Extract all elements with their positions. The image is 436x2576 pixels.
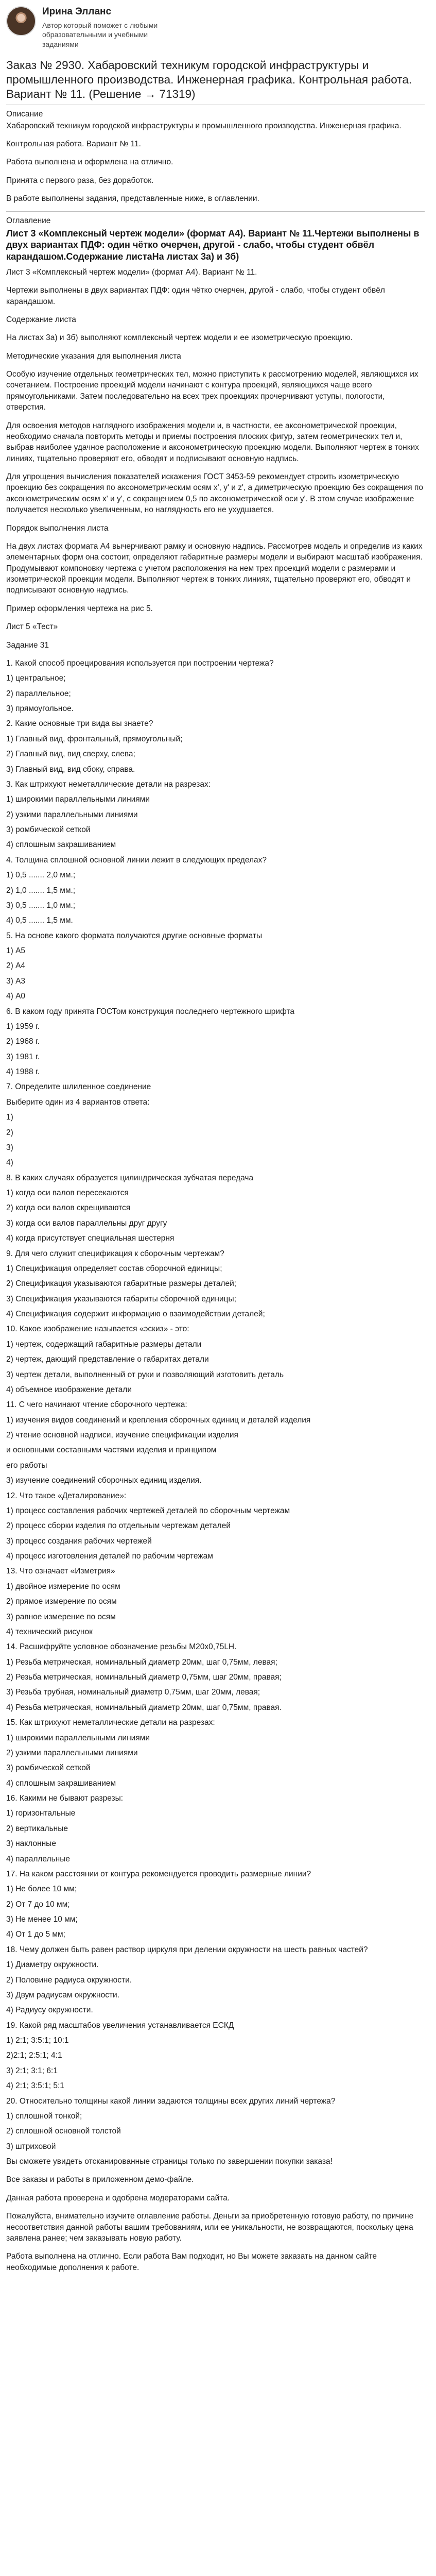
toc-intro: Лист 3 «Комплексный чертеж модели» (формат А4). Вариант № 11. [6,267,257,277]
question-line: 14. Расшифруйте условное обозначение резьбы М20х0,75LH. [6,1642,237,1652]
order-text: На двух листах формата А4 вычерчивают рамку и основную надпись. Рассмотрев модель и определив из каких элементарных форм она состоит, определяют габаритные размеры модели и выбирают масштаб изображения. Продумывают компоновку чертежа с учетом расположения на нем трех проекций модели с размерами и изометрической проекции модели. Выполняют чертеж в тонких линиях, тщательно проверяют его, обводят и подписывают основную надпись. [6,541,423,595]
question-line: 3) равное измерение по осям [6,1612,116,1621]
question-line: 2) прямое измерение по осям [6,1597,117,1606]
question-line: 2) вертикальные [6,1824,68,1833]
question-line: 2) Главный вид, вид сверху, слева; [6,750,135,759]
question-line: его работы [6,1461,47,1470]
question-line: 4) А0 [6,992,26,1001]
author-name[interactable]: Ирина Элланс [42,6,112,17]
question-line: 4) Резьба метрическая, номинальный диаметр 20мм, шаг 0,75мм, правая. [6,1703,282,1712]
question-line: 1) Не более 10 мм; [6,1885,77,1894]
question-line: 1) широкими параллельными линиями [6,1733,150,1742]
question-line: 4) [6,1158,13,1167]
question-line: 2) сплошной основной толстой [6,2127,121,2136]
author-info [42,5,161,49]
question-line: 4) 2:1; 3:5:1; 5:1 [6,2081,64,2091]
question-line: 3) 1981 г. [6,1052,40,1061]
question-line: 7. Определите шлиленное соединение [6,1082,151,1092]
question-line: 1. Какой способ проецирования используется при построении чертежа? [6,658,274,668]
question-line: 4) сплошным закрашиванием [6,840,116,850]
question-line: 18. Чему должен быть равен раствор циркуля при делении окружности на шесть равных частей? [6,1945,368,1954]
question-line: 9. Для чего служит спецификация к сборочным чертежам? [6,1249,224,1258]
divider [6,211,425,212]
question-line: 4. Толщина сплошной основной линии лежит в следующих пределах? [6,855,267,865]
question-line: 3) Не менее 10 мм; [6,1915,78,1924]
question-line: 1) Диаметру окружности. [6,1960,99,1970]
question-line: 16. Какими не бывают разрезы: [6,1794,124,1803]
closing-note: Работа выполнена на отлично. Если работа Вам подходит, но Вы можете заказать на данном сайте необходимые дополнения к работе. [6,2252,377,2272]
question-line: 2) А4 [6,961,26,971]
question-line: 2)2:1; 2:5:1; 4:1 [6,2051,62,2060]
question-line: 3) Главный вид, вид сбоку, справа. [6,765,135,774]
order-heading: Порядок выполнения листа [6,523,109,533]
question-line: и основными составными частями изделия и принципом [6,1446,217,1455]
question-line: 6. В каком году принята ГОСТом конструкция последнего чертежного шрифта [6,1007,294,1016]
question-line: 3) ромбической сеткой [6,825,91,835]
question-line: 3) 2:1; 3:1; 6:1 [6,2066,58,2075]
question-line: 1) 1959 г. [6,1022,40,1031]
question-line: 1) 2:1; 3:5:1; 10:1 [6,2036,69,2045]
question-line: 4) когда присутствует специальная шестерня [6,1234,175,1243]
question-line: 2) узкими параллельными линиями [6,1748,138,1757]
method-heading: Методические указания для выполнения листа [6,351,181,361]
question-line: 2. Какие основные три вида вы знаете? [6,719,153,728]
question-line: 1) процесс составления рабочих чертежей деталей по сборочным чертежам [6,1506,290,1515]
task-31-heading: Задание 31 [6,640,49,650]
question-line: Выберите один из 4 вариантов ответа: [6,1097,150,1107]
question-line: 4) технический рисунок [6,1627,93,1636]
question-line: 4) сплошным закрашиванием [6,1778,116,1788]
question-line: 1) чертеж, содержащий габаритные размеры детали [6,1340,202,1349]
question-line: 4) Спецификация содержит информацию о взаимодействии деталей; [6,1310,265,1319]
question-line: 17. На каком расстоянии от контура рекомендуется проводить размерные линии? [6,1869,311,1878]
page-title: Заказ № 2930. Хабаровский техникум городской инфраструктуры и промышленного производства. Инженерная графика. Контрольная работа. Вариант № 11. (Решение → 71319) [6,58,412,101]
author-card [6,5,425,49]
method-paragraph: Особую изучение отдельных геометрических тел, можно приступить к рассмотрению моделей, являющихся их сочетанием. Построение проекций модели начинают с контура проекций, являющихся чаще всего прямоугольниками. Затем последовательно на всех трех проекциях прочерчивают уступы, пологости, отверстия. [6,370,418,412]
question-line: 11. С чего начинают чтение сборочного чертежа: [6,1400,187,1410]
question-line: 3) прямоугольное. [6,704,74,714]
question-line: 3) изучение соединений сборочных единиц изделия. [6,1476,202,1485]
question-line: 3) чертеж детали, выполненный от руки и позволяющий изготовить деталь [6,1370,284,1379]
question-line: 5. На основе какого формата получаются другие основные форматы [6,931,263,940]
question-line: 2) чертеж, дающий представление о габаритах детали [6,1355,209,1364]
question-line: 3) ромбической сеткой [6,1764,91,1773]
content-text: На листах 3а) и 3б) выполняют комплексный чертеж модели и ее изометрическую проекцию. [6,333,353,343]
closing-notes [6,2156,425,2273]
description-heading: Описание [6,110,43,119]
question-line: 2) чтение основной надписи, изучение спецификации изделия [6,1431,238,1440]
question-line: 1) широкими параллельными линиями [6,795,150,804]
question-line: 4) Радиусу окружности. [6,2006,93,2015]
question-line: 1) Резьба метрическая, номинальный диаметр 20мм, шаг 0,75мм, левая; [6,1657,277,1667]
question-line: 4) параллельные [6,1854,70,1863]
questions-list [6,658,425,2152]
question-line: 2) 1,0 ....... 1,5 мм.; [6,886,76,895]
author-description: Автор который поможет с любыми образовательными и учебными заданиями [42,21,158,48]
toc-bold-title: Лист 3 «Комплексный чертеж модели» (формат А4). Вариант № 11.Чертежи выполнены в двух вариантах ПДФ: один чётко очерчен, другой - слабо, чтобы студент обвёл карандашом.Содержание листаНа листах 3а) и 3б) [6,228,420,262]
question-line: 3) наклонные [6,1839,56,1849]
question-line: 1) когда оси валов пересекаются [6,1189,129,1198]
toc-intro-2: Чертежи выполнены в двух вариантах ПДФ: один чётко очерчен, другой - слабо, чтобы студент обвёл карандашом. [6,286,385,306]
content-heading: Содержание листа [6,315,76,324]
question-line: 4) объемное изображение детали [6,1385,132,1394]
question-line: 19. Какой ряд масштабов увеличения устанавливается ЕСКД [6,2021,234,2030]
question-line: 8. В каких случаях образуется цилиндрическая зубчатая передача [6,1173,254,1182]
question-line: 1) Главный вид, фронтальный, прямоугольный; [6,734,183,743]
question-line: 4) 0,5 ....... 1,5 мм. [6,916,73,925]
question-line: 3) Двум радиусам окружности. [6,1990,120,1999]
question-line: 3) Спецификация указываются габариты сборочной единицы; [6,1294,236,1303]
closing-note: Данная работа проверена и одобрена модераторами сайта. [6,2193,230,2202]
question-line: 12. Что такое «Деталирование»: [6,1491,127,1500]
question-line: 3) когда оси валов параллельны друг другу [6,1218,167,1228]
question-line: 1) А5 [6,946,26,956]
question-line: 2) Резьба метрическая, номинальный диаметр 0,75мм, шаг 20мм, правая; [6,1673,282,1682]
question-line: 2) процесс сборки изделия по отдельным чертежам деталей [6,1521,231,1531]
question-line: 2) узкими параллельными линиями [6,810,138,819]
toc-heading: Оглавление [6,216,51,226]
description-line: Работа выполнена и оформлена на отлично. [6,158,173,167]
question-line: 15. Как штрихуют неметаллические детали на разрезах: [6,1718,215,1727]
description-line: Контрольная работа. Вариант № 11. [6,139,141,148]
question-line: 10. Какое изображение называется «эскиз» - это: [6,1325,189,1334]
question-line: 3) процесс создания рабочих чертежей [6,1536,152,1546]
question-line: 4) процесс изготовления деталей по рабочим чертежам [6,1552,213,1561]
question-line: 1) сплошной тонкой; [6,2111,82,2121]
description-line: В работе выполнены задания, представленные ниже, в оглавлении. [6,194,259,204]
description-line: Хабаровский техникум городской инфраструктуры и промышленного производства. Инженерная графика. [6,121,402,130]
question-line: 2) От 7 до 10 мм; [6,1900,70,1909]
question-line: 2) 1968 г. [6,1037,40,1046]
question-line: 3) 0,5 ....... 1,0 мм.; [6,901,76,910]
closing-note: Пожалуйста, внимательно изучите оглавление работы. Деньги за приобретенную готовую работу, по причине несоответствия данной работы вашим требованиям, или ее уникальности, не возвращаются, поскольку цена заявлена ранее; чем заказывать новую работу. [6,2212,414,2243]
question-line: 2) когда оси валов скрещиваются [6,1204,131,1213]
question-line: 2) Половине радиуса окружности. [6,1975,132,1985]
sheet-5-heading: Лист 5 «Тест» [6,622,58,632]
question-line: 2) параллельное; [6,689,71,698]
question-line: 3) штриховой [6,2142,56,2151]
question-line: 3) Резьба трубная, номинальный диаметр 0,75мм, шаг 20мм, левая; [6,1688,260,1697]
question-line: 2) [6,1128,13,1137]
description-line: Принята с первого раза, без доработок. [6,176,154,185]
question-line: 3) А3 [6,976,26,986]
question-line: 4) От 1 до 5 мм; [6,1930,65,1939]
method-paragraph: Для упрощения вычисления показателей искажения ГОСТ 3453-59 рекомендует строить изометрическую проекцию без сокращения по аксонометрическим осям x', y' и z', а диметрическую проекцию без сокращения по аксонометрическим осям x' и y', с сокращением 0,5 по аксонометрической оси y'. В этом случае изображение получается несколько увеличенным, но наглядность его не ухудшается. [6,472,423,515]
question-line: 1) [6,1113,13,1122]
question-line: 1) двойное измерение по осям [6,1582,120,1591]
closing-note: Вы сможете увидеть отсканированные страницы только по завершении покупки заказа! [6,2157,333,2166]
question-line: 3) [6,1143,13,1152]
question-line: 4) 1988 г. [6,1067,40,1077]
method-paragraph: Для освоения методов наглядного изображения модели и, в частности, ее аксонометрической проекции, необходимо сначала повторить методы и приемы построения плоских фигур, затем геометрических тел и, выбрав наиболее удачное расположение и аксонометрическую проекцию модели. Выполняют чертеж в тонких линиях, тщательно проверяют его, обводят и подписывают основную надпись. [6,421,419,463]
closing-note: Все заказы и работы в приложенном демо-файле. [6,2175,194,2184]
question-line: 13. Что означает «Изметрия» [6,1567,115,1576]
author-avatar[interactable] [6,6,36,36]
question-line: 1) 0,5 ....... 2,0 мм.; [6,871,76,880]
question-line: 20. Относительно толщины какой линии задаются толщины всех других линий чертежа? [6,2096,336,2106]
question-line: 1) изучения видов соединений и крепления сборочных единиц и деталей изделия [6,1415,311,1425]
question-line: 1) центральное; [6,674,66,683]
question-line: 3. Как штрихуют неметаллические детали на разрезах: [6,779,211,789]
question-line: 2) Спецификация указываются габаритные размеры деталей; [6,1279,237,1289]
question-line: 1) горизонтальные [6,1809,76,1818]
question-line: 1) Спецификация определяет состав сборочной единицы; [6,1264,222,1273]
example-line: Пример оформления чертежа на рис 5. [6,604,153,613]
